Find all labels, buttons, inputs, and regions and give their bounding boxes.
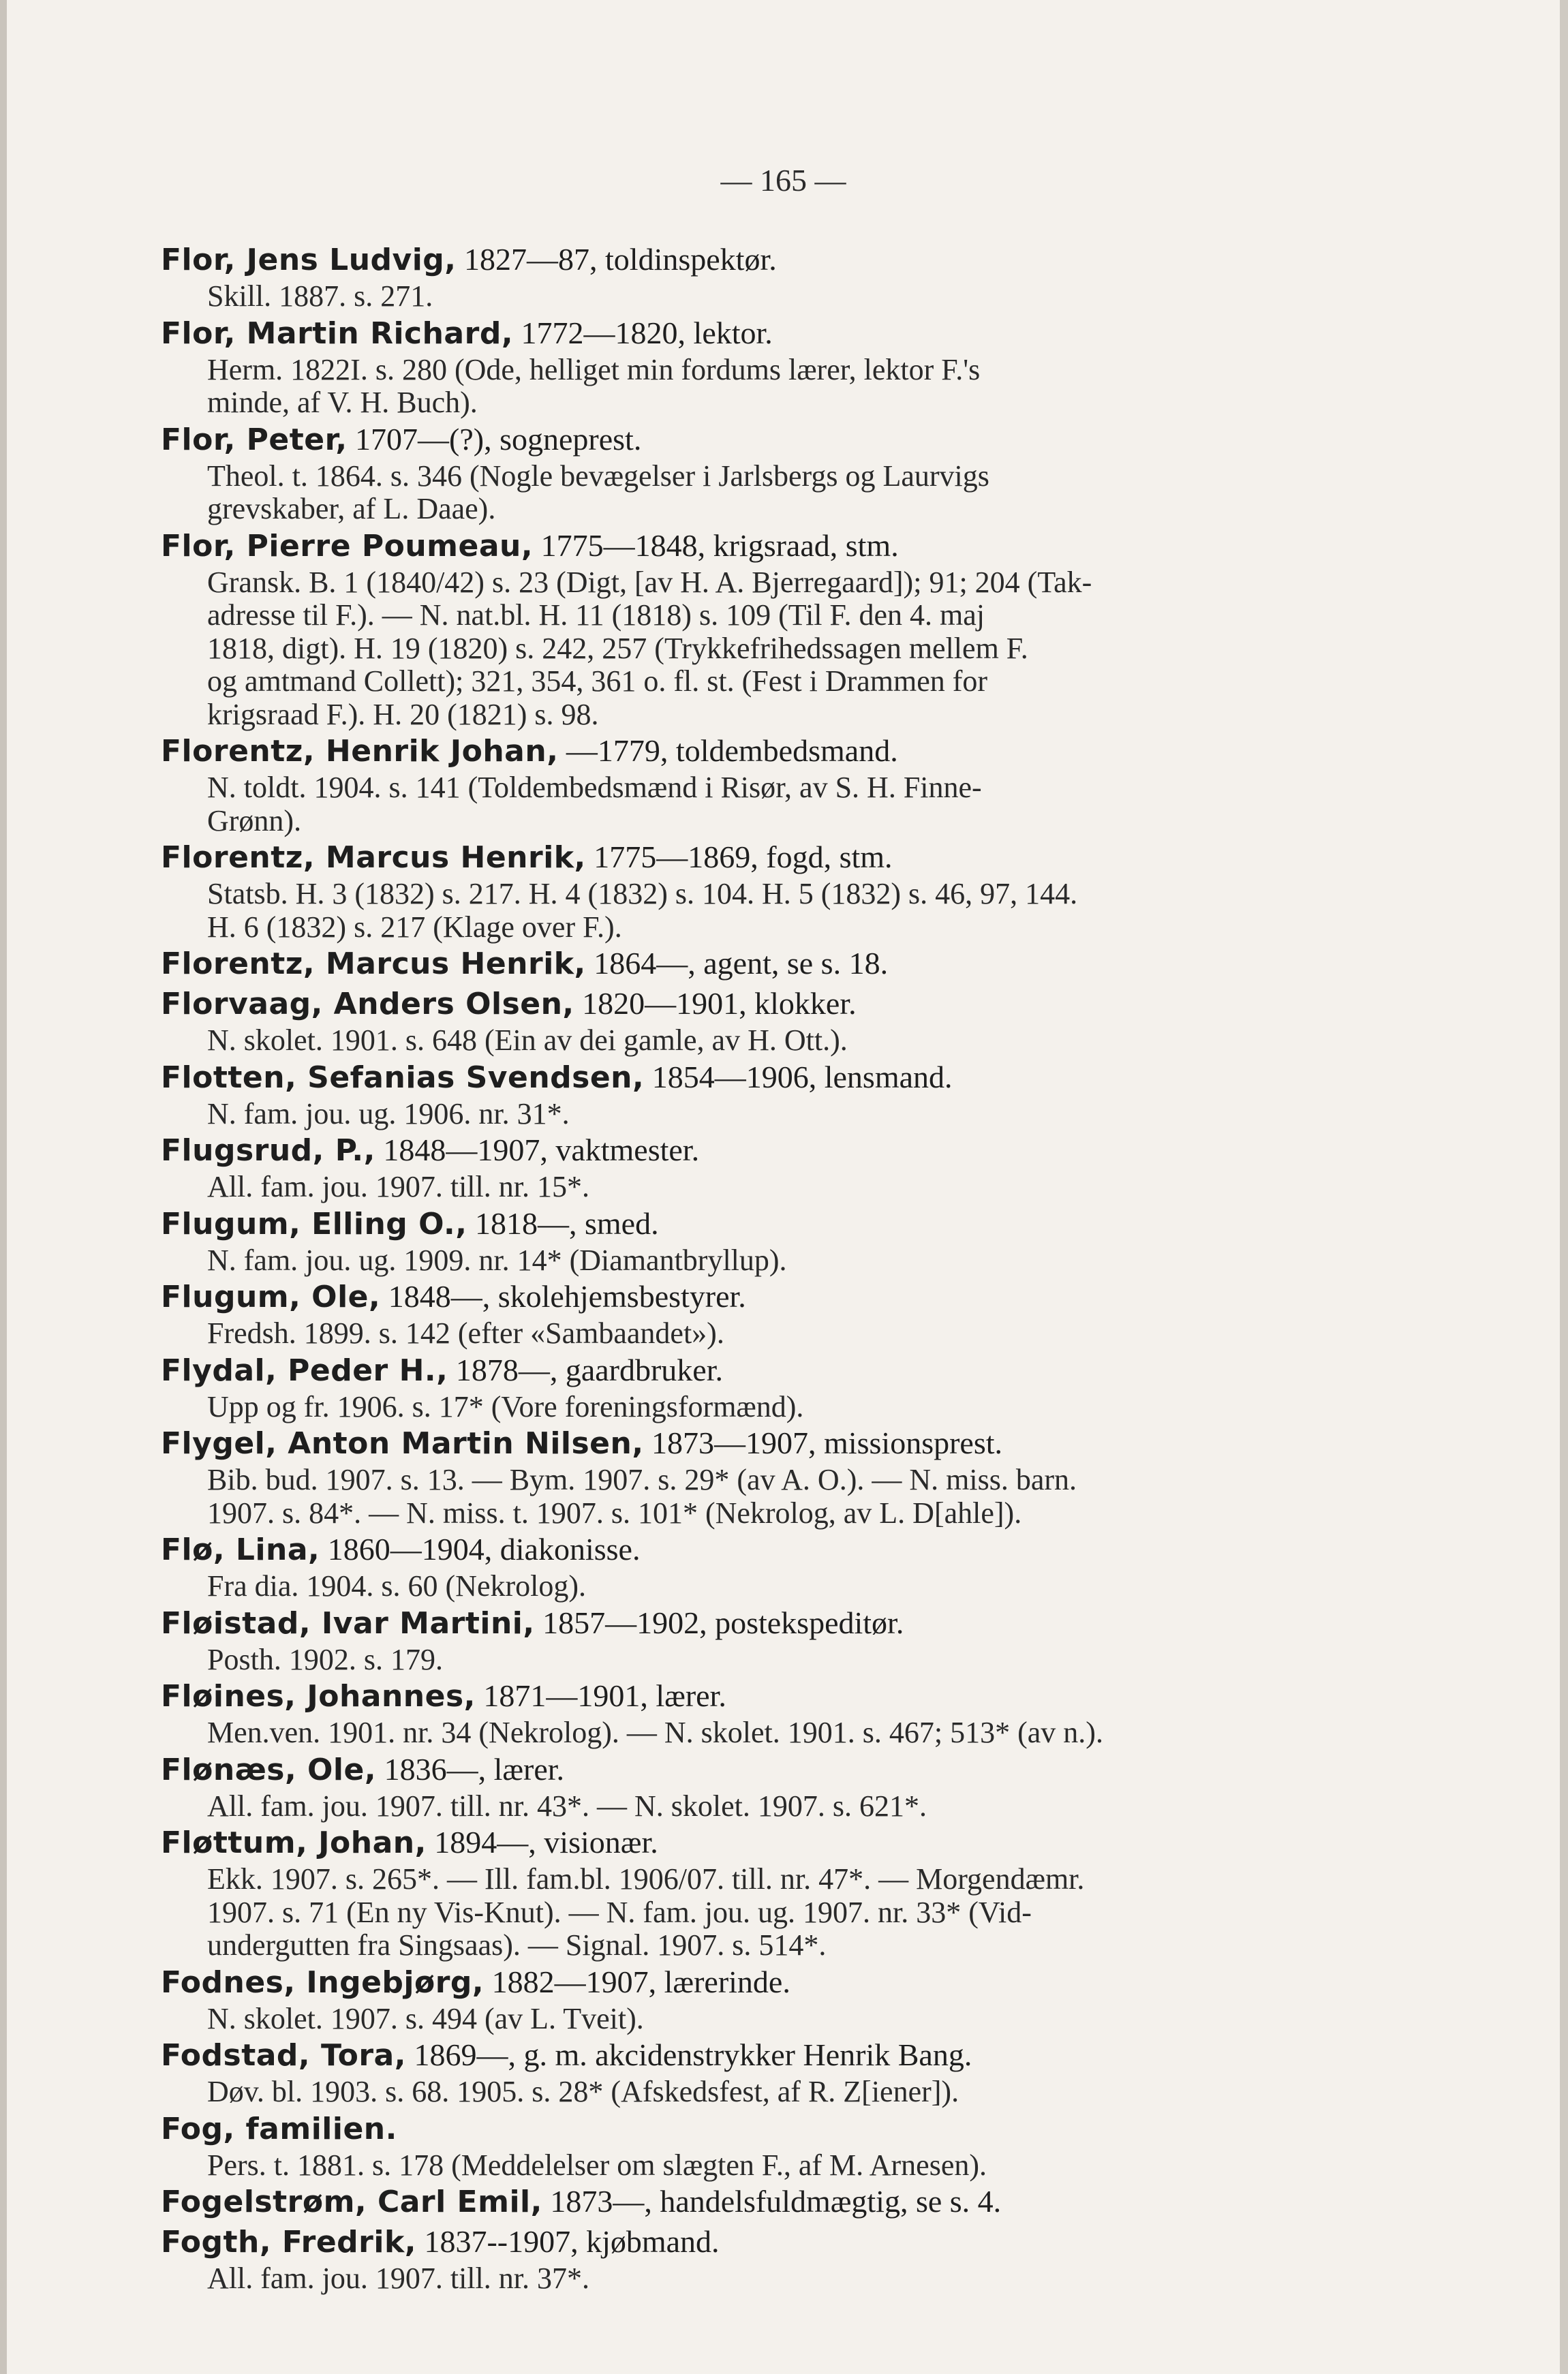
reference-line: All. fam. jou. 1907. till. nr. 15*. [207, 1170, 589, 1203]
entry-name: Fodnes, Ingebjørg, [161, 1964, 485, 2000]
entry-references [161, 354, 1360, 420]
reference-line: All. fam. jou. 1907. till. nr. 37*. [207, 2262, 589, 2295]
entry-header [161, 1423, 1360, 1464]
biography-entry [161, 1130, 1360, 1204]
reference-line: N. skolet. 1907. s. 494 (av L. Tveit). [207, 2001, 644, 2035]
entry-references [161, 1391, 1360, 1424]
reference-line: Fra dia. 1904. s. 60 (Nekrolog). [207, 1569, 587, 1603]
entry-header [161, 313, 1360, 354]
entry-dates-occupation: 1775—1869, fogd, stm. [585, 839, 893, 874]
biography-entry [161, 1277, 1360, 1351]
reference-line: krigsraad F.). H. 20 (1821) s. 98. [207, 697, 599, 731]
entry-name: Flotten, Sefanias Svendsen, [161, 1060, 645, 1095]
reference-line: Fredsh. 1899. s. 142 (efter «Sambaandet»). [207, 1316, 724, 1350]
entry-name: Flugsrud, P., [161, 1133, 375, 1168]
entry-name: Flø, Lina, [161, 1532, 320, 1567]
entry-header [161, 2109, 1360, 2149]
entry-header [161, 1676, 1360, 1716]
biography-entry [161, 1962, 1360, 2036]
entry-dates-occupation: 1836—, lærer. [376, 1751, 565, 1787]
entry-name: Fogth, Fredrik, [161, 2225, 416, 2260]
entry-list [161, 240, 1360, 2296]
entry-name: Flydal, Peder H., [161, 1353, 448, 1388]
entry-name: Florentz, Marcus Henrik, [161, 840, 586, 875]
entry-header [161, 2222, 1360, 2262]
entry-name: Fløistad, Ivar Martini, [161, 1605, 535, 1641]
entry-header [161, 1058, 1360, 1098]
entry-dates-occupation: 1873—, handelsfuldmægtig, se s. 4. [542, 2184, 1002, 2219]
biography-entry [161, 2222, 1360, 2296]
entry-name: Flor, Jens Ludvig, [161, 243, 457, 277]
entry-header [161, 1603, 1360, 1644]
biography-entry [161, 526, 1360, 732]
biography-entry [161, 240, 1360, 313]
reference-line: Skill. 1887. s. 271. [207, 279, 433, 313]
biography-entry [161, 837, 1360, 944]
entry-dates-occupation: 1860—1904, diakonisse. [320, 1532, 641, 1567]
reference-line: N. fam. jou. ug. 1909. nr. 14* (Diamantbryllup). [207, 1243, 787, 1277]
entry-dates-occupation: 1854—1906, lensmand. [644, 1059, 953, 1094]
biography-entry [161, 1530, 1360, 1603]
biography-entry [161, 1058, 1360, 1131]
biography-entry [161, 1676, 1360, 1750]
biography-entry [161, 1204, 1360, 1278]
reference-line: All. fam. jou. 1907. till. nr. 43*. — N. skolet. 1907. s. 621*. [207, 1789, 927, 1823]
entry-references [161, 566, 1360, 732]
entry-name: Flønæs, Ole, [161, 1752, 377, 1787]
entry-references [161, 1024, 1360, 1058]
entry-references [161, 460, 1360, 526]
biography-entry [161, 1823, 1360, 1962]
entry-name: Fodstad, Tora, [161, 2038, 406, 2073]
entry-header [161, 526, 1360, 566]
reference-line: 1818, digt). H. 19 (1820) s. 242, 257 (Trykkefrihedssagen mellem F. [207, 631, 1028, 665]
biography-entry [161, 1351, 1360, 1424]
reference-line: N. skolet. 1901. s. 648 (Ein av dei gamle, av H. Ott.). [207, 1023, 848, 1057]
reference-line: 1907. s. 84*. — N. miss. t. 1907. s. 101* (Nekrolog, av L. D[ahle]). [207, 1496, 1022, 1530]
entry-references [161, 1644, 1360, 1677]
reference-line: grevskaber, af L. Daae). [207, 492, 496, 525]
biography-entry [161, 984, 1360, 1058]
entry-dates-occupation: 1837--1907, kjøbmand. [416, 2224, 720, 2259]
entry-dates-occupation: 1894—, visionær. [426, 1825, 658, 1860]
entry-header [161, 1351, 1360, 1391]
entry-references [161, 2076, 1360, 2109]
biography-entry [161, 2182, 1360, 2222]
page-number: — 165 — [720, 163, 846, 198]
entry-header [161, 2182, 1360, 2222]
entry-name: Florvaag, Anders Olsen, [161, 987, 574, 1021]
biography-entry [161, 944, 1360, 984]
entry-name: Fløines, Johannes, [161, 1679, 476, 1714]
entry-references [161, 1570, 1360, 1603]
entry-dates-occupation: 1827—87, toldinspektør. [456, 242, 777, 277]
entry-name: Flygel, Anton Martin Nilsen, [161, 1426, 644, 1461]
reference-line: Statsb. H. 3 (1832) s. 217. H. 4 (1832) s. 104. H. 5 (1832) s. 46, 97, 144. [207, 877, 1078, 910]
reference-line: H. 6 (1832) s. 217 (Klage over F.). [207, 910, 622, 944]
reference-line: N. fam. jou. ug. 1906. nr. 31*. [207, 1096, 570, 1130]
reference-line: minde, af V. H. Buch). [207, 386, 478, 419]
biography-entry [161, 2035, 1360, 2109]
reference-line: Gransk. B. 1 (1840/42) s. 23 (Digt, [av H. A. Bjerregaard]); 91; 204 (Tak- [207, 565, 1092, 599]
entry-name: Florentz, Henrik Johan, [161, 734, 559, 769]
reference-line: Pers. t. 1881. s. 178 (Meddelelser om slægten F., af M. Arnesen). [207, 2148, 987, 2182]
reference-line: Grønn). [207, 803, 302, 837]
entry-dates-occupation: 1820—1901, klokker. [574, 986, 857, 1021]
entry-dates-occupation: 1864—, agent, se s. 18. [585, 946, 889, 981]
entry-references [161, 1790, 1360, 1823]
entry-dates-occupation: 1857—1902, postekspeditør. [534, 1605, 904, 1640]
reference-line: Men.ven. 1901. nr. 34 (Nekrolog). — N. skolet. 1901. s. 467; 513* (av n.). [207, 1716, 1103, 1749]
entry-header [161, 731, 1360, 771]
entry-references [161, 1863, 1360, 1962]
entry-header [161, 984, 1360, 1024]
entry-name: Florentz, Marcus Henrik, [161, 946, 586, 981]
entry-dates-occupation: 1873—1907, missionsprest. [643, 1425, 1003, 1460]
reference-line: adresse til F.). — N. nat.bl. H. 11 (1818) s. 109 (Til F. den 4. maj [207, 598, 985, 632]
entry-dates-occupation: 1818—, smed. [467, 1205, 659, 1241]
biography-entry [161, 1423, 1360, 1530]
entry-header [161, 2035, 1360, 2076]
entry-header [161, 1277, 1360, 1317]
reference-line: Døv. bl. 1903. s. 68. 1905. s. 28* (Afskedsfest, af R. Z[iener]). [207, 2075, 959, 2108]
entry-dates-occupation: 1882—1907, lærerinde. [484, 1964, 790, 1999]
reference-line: Posth. 1902. s. 179. [207, 1642, 443, 1676]
entry-header [161, 1130, 1360, 1171]
entry-name: Flor, Peter, [161, 422, 348, 457]
entry-name: Flugum, Ole, [161, 1280, 381, 1314]
entry-header [161, 1530, 1360, 1570]
entry-references [161, 1171, 1360, 1204]
entry-name: Flor, Martin Richard, [161, 315, 514, 351]
entry-name: Fløttum, Johan, [161, 1825, 427, 1860]
reference-line: Herm. 1822I. s. 280 (Ode, helliget min fordums lærer, lektor F.'s [207, 352, 981, 386]
entry-name: Flugum, Elling O., [161, 1206, 467, 1242]
reference-line: 1907. s. 71 (En ny Vis-Knut). — N. fam. jou. ug. 1907. nr. 33* (Vid- [207, 1895, 1032, 1929]
entry-references [161, 1716, 1360, 1750]
entry-header [161, 837, 1360, 878]
entry-name: Fog, familien. [161, 2111, 397, 2146]
entry-dates-occupation: 1707—(?), sogneprest. [347, 421, 642, 457]
entry-references [161, 280, 1360, 313]
entry-dates-occupation: 1871—1901, lærer. [475, 1678, 726, 1713]
biography-entry [161, 2109, 1360, 2183]
entry-header [161, 420, 1360, 460]
reference-line: og amtmand Collett); 321, 354, 361 o. fl. st. (Fest i Drammen for [207, 664, 988, 698]
entry-references [161, 2003, 1360, 2036]
entry-dates-occupation: 1772—1820, lektor. [513, 315, 773, 350]
entry-references [161, 1464, 1360, 1530]
entry-dates-occupation: —1779, toldembedsmand. [558, 733, 898, 768]
reference-line: Ekk. 1907. s. 265*. — Ill. fam.bl. 1906/07. till. nr. 47*. — Morgendæmr. [207, 1862, 1085, 1896]
biography-entry [161, 731, 1360, 837]
entry-references [161, 878, 1360, 944]
biography-entry [161, 420, 1360, 526]
biography-entry [161, 313, 1360, 420]
entry-references [161, 1098, 1360, 1131]
entry-header [161, 1750, 1360, 1790]
entry-dates-occupation: 1848—1907, vaktmester. [375, 1132, 700, 1167]
biography-entry [161, 1603, 1360, 1677]
entry-dates-occupation: 1878—, gaardbruker. [448, 1352, 723, 1387]
entry-references [161, 1244, 1360, 1278]
entry-name: Flor, Pierre Poumeau, [161, 528, 534, 564]
entry-dates-occupation: 1869—, g. m. akcidenstrykker Henrik Bang. [405, 2037, 972, 2072]
entry-header [161, 1823, 1360, 1863]
entry-dates-occupation: 1848—, skolehjemsbestyrer. [380, 1279, 746, 1314]
entry-dates-occupation: 1775—1848, krigsraad, stm. [533, 527, 899, 563]
entry-references [161, 771, 1360, 837]
entry-header [161, 944, 1360, 984]
entry-references [161, 2262, 1360, 2296]
reference-line: undergutten fra Singsaas). — Signal. 1907. s. 514*. [207, 1928, 827, 1962]
entry-header [161, 240, 1360, 280]
reference-line: Upp og fr. 1906. s. 17* (Vore foreningsformænd). [207, 1389, 804, 1423]
entry-header [161, 1962, 1360, 2003]
reference-line: Bib. bud. 1907. s. 13. — Bym. 1907. s. 29* (av A. O.). — N. miss. barn. [207, 1463, 1077, 1496]
entry-header [161, 1204, 1360, 1244]
biography-entry [161, 1750, 1360, 1823]
entry-name: Fogelstrøm, Carl Emil, [161, 2185, 542, 2219]
entry-references [161, 2149, 1360, 2183]
reference-line: Theol. t. 1864. s. 346 (Nogle bevægelser i Jarlsbergs og Laurvigs [207, 459, 989, 493]
entry-references [161, 1317, 1360, 1351]
reference-line: N. toldt. 1904. s. 141 (Toldembedsmænd i Risør, av S. H. Finne- [207, 771, 982, 804]
